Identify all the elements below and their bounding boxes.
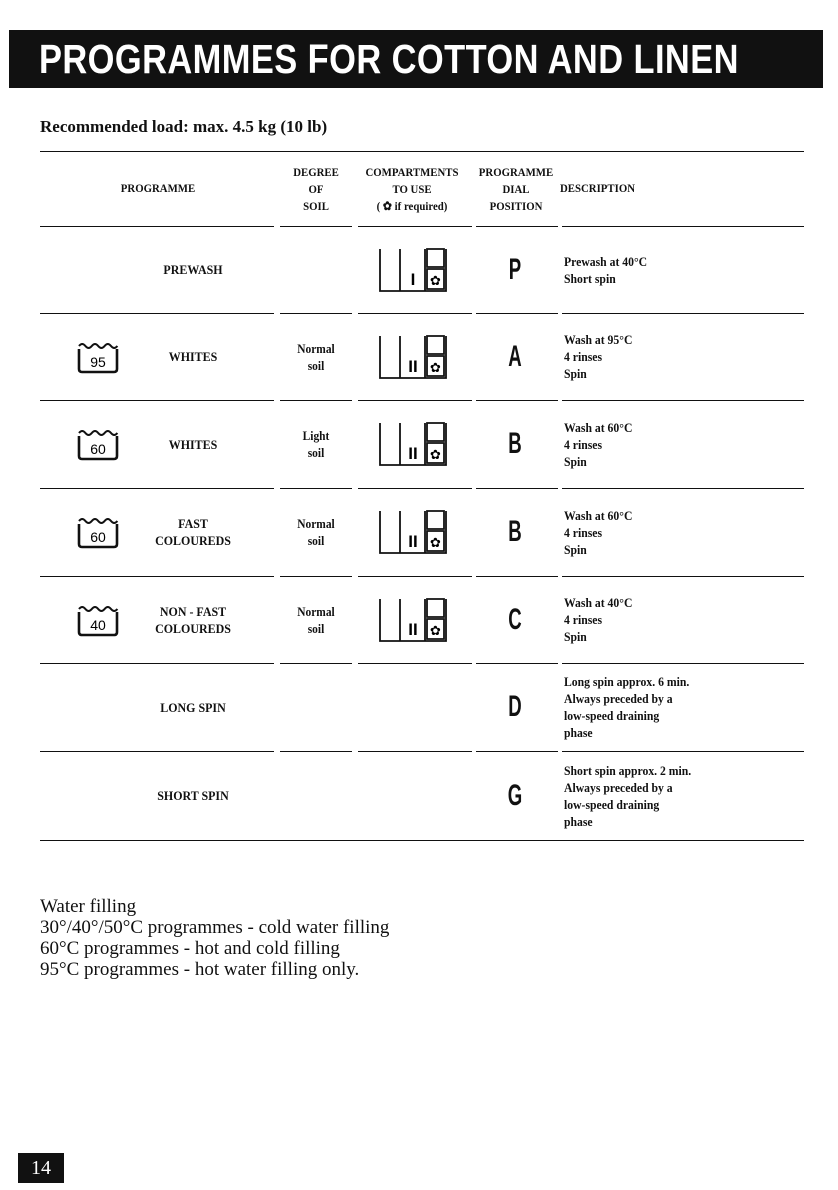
table-bottom-rule — [40, 840, 804, 841]
header-soil: DEGREE OF SOIL — [293, 165, 339, 213]
dispenser-compartment-icon — [378, 595, 448, 645]
programme-name: FAST COLOUREDS — [155, 516, 231, 548]
page-number: 14 — [18, 1153, 64, 1183]
soil-degree: Normal soil — [297, 603, 335, 636]
softener-flower-icon: ✿ — [430, 448, 441, 463]
recommended-load: Recommended load: max. 4.5 kg (10 lb) — [40, 117, 328, 136]
wash-temperature: 40 — [90, 616, 106, 633]
water-filling-line: 95°C programmes - hot water filling only. — [40, 959, 360, 980]
softener-flower-icon: ✿ — [430, 623, 441, 639]
dial-position: A — [508, 339, 522, 373]
water-filling-line: 60°C programmes - hot and cold filling — [40, 938, 340, 959]
water-filling-notes — [40, 896, 389, 980]
programme-name: PREWASH — [163, 262, 223, 277]
header-compartments: COMPARTMENTS TO USE ( ✿ if required) — [365, 165, 459, 213]
programme-description: Long spin approx. 6 min. Always preceded by a low-speed draining phase — [564, 674, 690, 740]
compartment-label: II — [408, 444, 418, 463]
dial-position: D — [508, 690, 522, 723]
softener-flower-icon: ✿ — [430, 273, 441, 289]
wash-temperature: 95 — [90, 353, 106, 370]
softener-flower-icon: ✿ — [430, 536, 441, 551]
programme-name: SHORT SPIN — [157, 788, 229, 803]
dial-position: B — [508, 427, 522, 460]
compartment-label: II — [408, 532, 418, 551]
dispenser-compartment-icon — [378, 419, 448, 469]
programme-description: Prewash at 40°C Short spin — [564, 253, 648, 286]
wash-temperature: 60 — [90, 529, 106, 545]
soil-degree: Light soil — [302, 428, 330, 460]
header-dial-position: PROGRAMME DIAL POSITION — [478, 165, 554, 213]
dispenser-compartment-icon — [378, 507, 448, 557]
water-filling-heading: Water filling — [40, 896, 137, 917]
soil-degree: Normal soil — [297, 516, 335, 548]
dial-position: P — [508, 252, 522, 286]
programme-description: Wash at 60°C 4 rinses Spin — [564, 419, 633, 469]
table-top-rule — [40, 151, 804, 152]
page-title: PROGRAMMES FOR COTTON AND LINEN — [39, 36, 739, 82]
programme-description: Wash at 95°C 4 rinses Spin — [564, 332, 633, 381]
title-bar — [9, 30, 823, 88]
wash-tub-icon — [76, 603, 120, 637]
programme-description: Wash at 60°C 4 rinses Spin — [564, 507, 633, 557]
dispenser-compartment-icon — [378, 332, 448, 382]
soil-degree: Normal soil — [297, 340, 335, 373]
compartment-label: II — [408, 619, 418, 639]
compartment-label: II — [408, 356, 418, 376]
compartment-label: I — [410, 269, 416, 289]
programme-description: Short spin approx. 2 min. Always preceded by a low-speed draining phase — [564, 762, 692, 829]
header-programme: PROGRAMME — [120, 181, 196, 195]
programme-name: WHITES — [168, 436, 218, 452]
header-description: DESCRIPTION — [560, 181, 636, 195]
wash-tub-icon — [76, 427, 120, 461]
wash-tub-icon — [76, 340, 120, 374]
softener-flower-icon: ✿ — [430, 360, 441, 376]
dial-position: B — [508, 515, 522, 548]
dispenser-compartment-icon — [378, 245, 448, 295]
water-filling-line: 30°/40°/50°C programmes - cold water filling — [40, 917, 390, 938]
dial-position: C — [508, 602, 522, 636]
programme-description: Wash at 40°C 4 rinses Spin — [564, 595, 633, 644]
wash-temperature: 60 — [90, 441, 106, 457]
programme-name: LONG SPIN — [160, 699, 226, 715]
programme-name: WHITES — [168, 349, 218, 364]
wash-tub-icon — [76, 515, 120, 549]
dial-position: G — [507, 778, 523, 812]
programme-name: NON - FAST COLOUREDS — [155, 603, 231, 636]
